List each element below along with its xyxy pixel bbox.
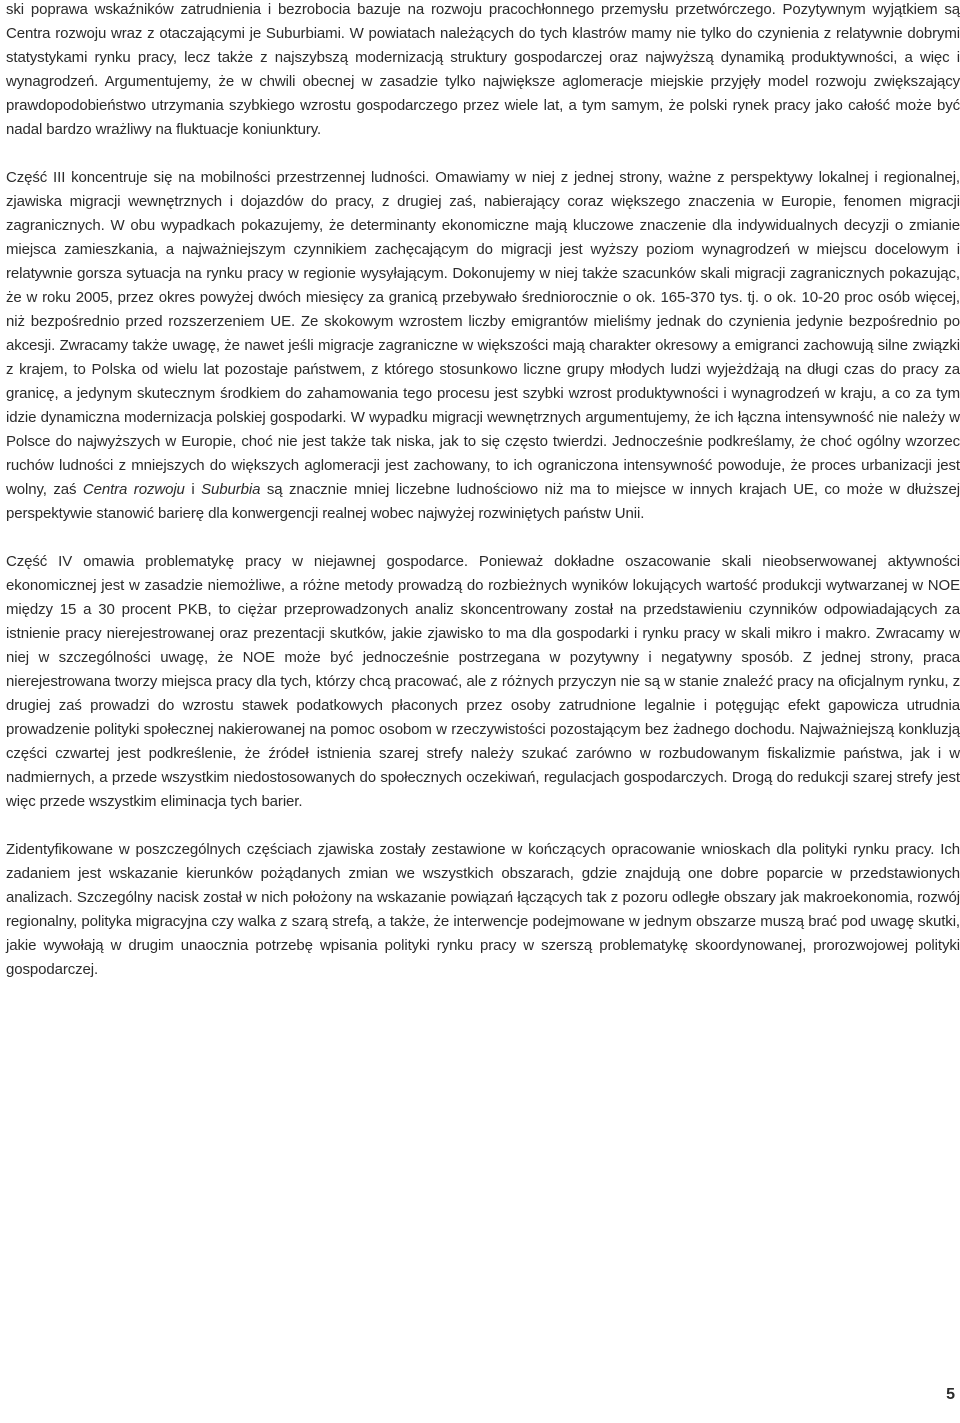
paragraph	[6, 838, 960, 982]
text-run: Część IV omawia problematykę pracy w niejawnej gospodarce. Ponieważ dokładne oszacowanie skali nieobserwowanej aktywności ekonomicznej jest w zasadzie niemożliwe, a różne metody prowadzą do rozbieżnych wyników lokujących wartość produkcji wytwarzanej w NOE między 15 a 30 procent PKB, to ciężar przeprowadzonych analiz skoncentrowany został na przedstawieniu czynników odpowiadających za istnienie pracy nierejestrowanej oraz prezentacji skutków, jakie zjawisko to ma dla gospodarki i rynku pracy w skali mikro i makro. Zwracamy w niej w szczególności uwagę, że NOE może być jednocześnie postrzegana w pozytywny i negatywny sposób. Z jednej strony, praca nierejestrowana tworzy miejsca pracy dla tych, którzy chcą pracować, ale z różnych przyczyn nie są w stanie znaleźć pracy na oficjalnym rynku, z drugiej zaś prowadzi do wzrostu stawek podatkowych płaconych przez osoby zatrudnione legalnie i potęgując efekt gapowicza utrudnia prowadzenie polityki społecznej nakierowanej na pomoc osobom w rzeczywistości pozostającym bez żadnego dochodu. Najważniejszą konkluzją części czwartej jest podkreślenie, że źródeł istnienia szarej strefy należy szukać zarówno w rozbudowanym fiskalizmie państwa, jak i w nadmiernych, a przede wszystkim niedostosowanych do społecznych oczekiwań, regulacjach gospodarczych. Drogą do redukcji szarej strefy jest więc przede wszystkim eliminacja tych barier.	[6, 553, 960, 810]
text-run: ski poprawa wskaźników zatrudnienia i bezrobocia bazuje na rozwoju pracochłonnego przemysłu przetwórczego. Pozytywnym wyjątkiem są Centra rozwoju wraz z otaczającymi je Suburbiami. W powiatach należących do tych klastrów mamy nie tylko do czynienia z relatywnie dobrymi statystykami rynku pracy, lecz także z najszybszą modernizacją struktury gospodarczej oraz najwyższą dynamiką produktywności, a więc i wynagrodzeń. Argumentujemy, że w chwili obecnej w zasadzie tylko największe aglomeracje miejskie przyjęły model rozwoju zwiększający prawdopodobieństwo utrzymania szybkiego wzrostu gospodarczego przez wiele lat, a tym samym, że polski rynek pracy jako całość może być nadal bardzo wrażliwy na fluktuacje koniunktury.	[6, 1, 960, 138]
paragraph	[6, 166, 960, 526]
paragraph	[6, 0, 960, 142]
document-page	[6, 0, 960, 982]
page-number: 5	[946, 1386, 955, 1403]
text-run: i	[184, 481, 202, 498]
italic-text: Centra rozwoju	[82, 481, 185, 498]
text-run: są znacznie mniej liczebne ludnościowo niż ma to miejsce w innych krajach UE, co może w dłuższej perspektywie stanowić barierę dla konwergencji realnej wobec najwyżej rozwiniętych państw Unii.	[6, 481, 960, 522]
italic-text: Suburbia	[201, 481, 261, 498]
body-text	[6, 0, 960, 982]
text-run: Część III koncentruje się na mobilności przestrzennej ludności. Omawiamy w niej z jednej strony, ważne z perspektywy lokalnej i regionalnej, zjawiska migracji wewnętrznych i dojazdów do pracy, z drugiej zaś, nabierający coraz większego znaczenia w Europie, fenomen migracji zagranicznych. W obu wypadkach pokazujemy, że determinanty ekonomiczne mają kluczowe znaczenie dla indywidualnych decyzji o zmianie miejsca zamieszkania, a najważniejszym czynnikiem zachęcającym do migracji jest wyższy poziom wynagrodzeń w miejscu docelowym i relatywnie gorsza sytuacja na rynku pracy w regionie wysyłającym. Dokonujemy w niej także szacunków skali migracji zagranicznych pokazując, że w roku 2005, przez okres powyżej dwóch miesięcy za granicą przebywało średniorocznie o ok. 165-370 tys. tj. o ok. 10-20 proc osób więcej, niż bezpośrednio przed rozszerzeniem UE. Ze skokowym wzrostem liczby emigrantów mieliśmy jednak do czynienia jedynie bezpośrednio po akcesji. Zwracamy także uwagę, że nawet jeśli migracje zagraniczne w większości mają charakter okresowy a emigranci zachowują silne związki z krajem, to Polska od wielu lat pozostaje państwem, z którego stosunkowo liczne grupy młodych ludzi wyjeżdżają na długi czas do pracy za granicę, a jedynym skutecznym środkiem do zahamowania tego procesu jest szybki wzrost produktywności i wynagrodzeń w kraju, a co za tym idzie dynamiczna modernizacja polskiej gospodarki. W wypadku migracji wewnętrznych argumentujemy, że ich łączna intensywność nie należy w Polsce do najwyższych w Europie, choć nie jest także tak niska, jak to się często twierdzi. Jednocześnie podkreślamy, że choć ogólny wzorzec ruchów ludności z mniejszych do większych aglomeracji jest zachowany, to ich ograniczona intensywność powoduje, że proces urbanizacji jest wolny, zaś	[6, 169, 960, 498]
paragraph	[6, 550, 960, 814]
text-run: Zidentyfikowane w poszczególnych częściach zjawiska zostały zestawione w kończących opracowanie wnioskach dla polityki rynku pracy. Ich zadaniem jest wskazanie kierunków pożądanych zmian we wszystkich obszarach, gdzie znajdują one dobre poparcie w przedstawionych analizach. Szczególny nacisk został w nich położony na wskazanie powiązań łączących tak z pozoru odległe obszary jak makroekonomia, rozwój regionalny, polityka migracyjna czy walka z szarą strefą, a także, że interwencje podejmowane w jednym obszarze muszą brać pod uwagę skutki, jakie wywołają w drugim unaocznia potrzebę wpisania polityki rynku pracy w szerszą problematykę skoordynowanej, prorozwojowej polityki gospodarczej.	[6, 841, 960, 978]
